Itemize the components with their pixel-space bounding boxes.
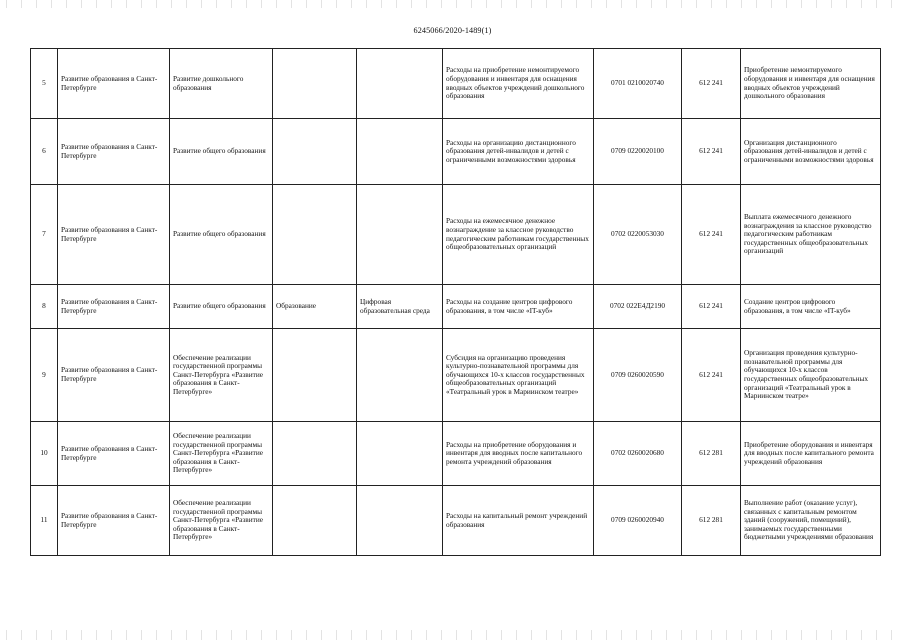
expense-type-cell: 612 281 xyxy=(682,486,741,556)
program-cell: Развитие образования в Санкт-Петербурге xyxy=(58,119,170,185)
row-number: 9 xyxy=(31,329,58,422)
program-cell: Развитие образования в Санкт-Петербурге xyxy=(58,49,170,119)
row-number: 7 xyxy=(31,185,58,285)
purpose-cell: Приобретение оборудования и инвентаря для вводных после капитального ремонта учреждений образования xyxy=(741,422,881,486)
table-row xyxy=(31,185,881,285)
federal-project-cell: Цифровая образовательная среда xyxy=(357,285,443,329)
subprogram-cell: Развитие общего образования xyxy=(170,185,273,285)
federal-project-cell xyxy=(357,329,443,422)
expense-type-cell: 612 241 xyxy=(682,285,741,329)
program-cell: Развитие образования в Санкт-Петербурге xyxy=(58,285,170,329)
table-row xyxy=(31,119,881,185)
program-cell: Развитие образования в Санкт-Петербурге xyxy=(58,422,170,486)
scan-edge-top xyxy=(0,0,905,8)
purpose-cell: Выплата ежемесячного денежного вознаграждения за классное руководство педагогическим работникам государственных общеобразовательных организаций xyxy=(741,185,881,285)
program-cell: Развитие образования в Санкт-Петербурге xyxy=(58,486,170,556)
table-row xyxy=(31,285,881,329)
expense-name-cell: Расходы на ежемесячное денежное вознаграждение за классное руководство педагогическим работникам государственных общеобразовательных организаций xyxy=(443,185,594,285)
budget-registry-table xyxy=(30,48,881,556)
federal-project-cell xyxy=(357,119,443,185)
expense-name-cell: Расходы на организацию дистанционного образования детей-инвалидов и детей с ограниченными возможностями здоровья xyxy=(443,119,594,185)
expense-type-cell: 612 241 xyxy=(682,329,741,422)
expense-name-cell: Расходы на капитальный ремонт учреждений образования xyxy=(443,486,594,556)
budget-codes-cell: 0701 0210020740 xyxy=(594,49,682,119)
budget-codes-cell: 0709 0260020590 xyxy=(594,329,682,422)
federal-project-cell xyxy=(357,49,443,119)
national-project-cell xyxy=(273,486,357,556)
expense-name-cell: Расходы на приобретение оборудования и инвентаря для вводных после капитального ремонта учреждений образования xyxy=(443,422,594,486)
budget-codes-cell: 0709 0220020100 xyxy=(594,119,682,185)
table-row xyxy=(31,486,881,556)
national-project-cell xyxy=(273,119,357,185)
subprogram-cell: Обеспечение реализации государственной программы Санкт-Петербурга «Развитие образования в Санкт-Петербурге» xyxy=(170,422,273,486)
expense-type-cell: 612 281 xyxy=(682,422,741,486)
subprogram-cell: Обеспечение реализации государственной программы Санкт-Петербурга «Развитие образования в Санкт-Петербурге» xyxy=(170,486,273,556)
row-number: 6 xyxy=(31,119,58,185)
row-number: 10 xyxy=(31,422,58,486)
scan-edge-bottom xyxy=(0,630,905,640)
expense-name-cell: Расходы на создание центров цифрового образования, в том числе «IT-куб» xyxy=(443,285,594,329)
national-project-cell xyxy=(273,185,357,285)
budget-codes-cell: 0709 0260020940 xyxy=(594,486,682,556)
expense-type-cell: 612 241 xyxy=(682,119,741,185)
row-number: 8 xyxy=(31,285,58,329)
budget-codes-cell: 0702 022E4Д2190 xyxy=(594,285,682,329)
budget-codes-cell: 0702 0220053030 xyxy=(594,185,682,285)
purpose-cell: Организация проведения культурно-познавательной программы для обучающихся 10-х классов государственных общеобразовательных организаций «Театральный урок в Мариинском театре» xyxy=(741,329,881,422)
national-project-cell xyxy=(273,422,357,486)
national-project-cell xyxy=(273,49,357,119)
federal-project-cell xyxy=(357,422,443,486)
program-cell: Развитие образования в Санкт-Петербурге xyxy=(58,185,170,285)
purpose-cell: Создание центров цифрового образования, в том числе «IT-куб» xyxy=(741,285,881,329)
expense-type-cell: 612 241 xyxy=(682,185,741,285)
expense-type-cell: 612 241 xyxy=(682,49,741,119)
table-row xyxy=(31,329,881,422)
table-row xyxy=(31,422,881,486)
expense-name-cell: Расходы на приобретение немонтируемого оборудования и инвентаря для оснащения вводных объектов учреждений дошкольного образования xyxy=(443,49,594,119)
subprogram-cell: Обеспечение реализации государственной программы Санкт-Петербурга «Развитие образования в Санкт-Петербурге» xyxy=(170,329,273,422)
purpose-cell: Выполнение работ (оказание услуг), связанных с капитальным ремонтом зданий (сооружений, помещений), занимаемых государственными бюджетными учреждениями образования xyxy=(741,486,881,556)
national-project-cell: Образование xyxy=(273,285,357,329)
federal-project-cell xyxy=(357,185,443,285)
program-cell: Развитие образования в Санкт-Петербурге xyxy=(58,329,170,422)
budget-codes-cell: 0702 0260020680 xyxy=(594,422,682,486)
subprogram-cell: Развитие общего образования xyxy=(170,285,273,329)
subprogram-cell: Развитие общего образования xyxy=(170,119,273,185)
row-number: 11 xyxy=(31,486,58,556)
national-project-cell xyxy=(273,329,357,422)
purpose-cell: Приобретение немонтируемого оборудования и инвентаря для оснащения вводных объектов учреждений дошкольного образования xyxy=(741,49,881,119)
table-row xyxy=(31,49,881,119)
row-number: 5 xyxy=(31,49,58,119)
document-number: 6245066/2020-1489(1) xyxy=(413,26,492,35)
purpose-cell: Организация дистанционного образования детей-инвалидов и детей с ограниченными возможностями здоровья xyxy=(741,119,881,185)
subprogram-cell: Развитие дошкольного образования xyxy=(170,49,273,119)
federal-project-cell xyxy=(357,486,443,556)
expense-name-cell: Субсидия на организацию проведения культурно-познавательной программы для обучающихся 10-х классов государственных общеобразовательных организаций «Театральный урок в Мариинском театре» xyxy=(443,329,594,422)
